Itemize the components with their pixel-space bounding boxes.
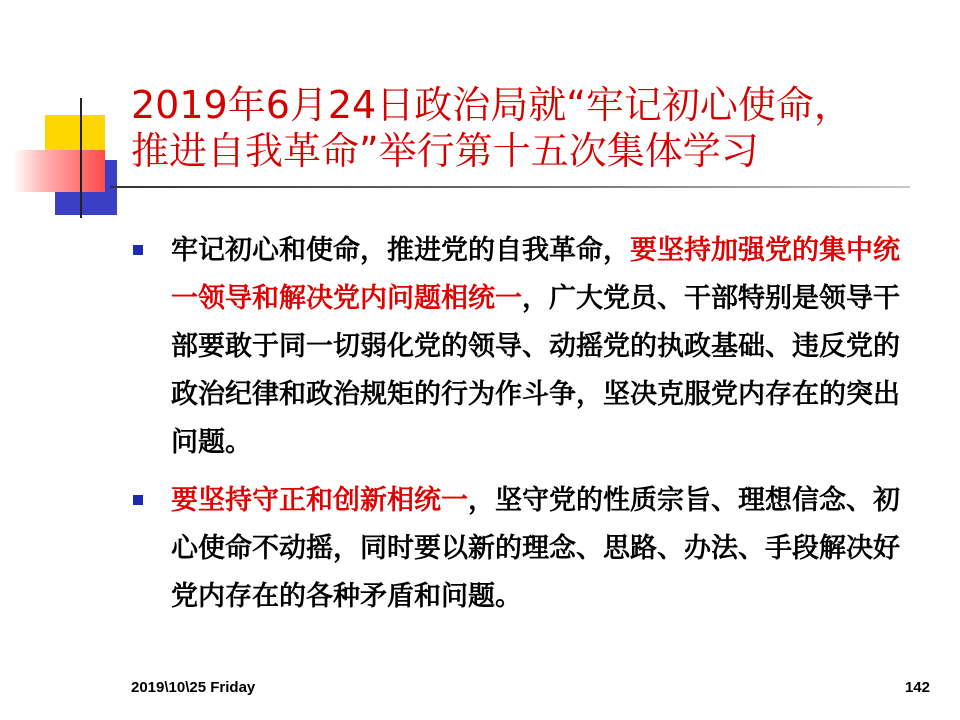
square-bullet-icon (133, 245, 143, 255)
bullet-highlight: 要坚持加强党的集中统一领导和解决党内问题相统一 (171, 235, 900, 314)
bullet-highlight: 要坚持守正和创新相统一 (171, 485, 468, 516)
title-underline (110, 186, 910, 188)
square-bullet-icon (133, 495, 143, 505)
decorative-red-gradient-bar (13, 150, 105, 192)
slide-title-line-2: 推进自我革命”举行第十五次集体学习 (131, 129, 759, 173)
bullet-item-2 (133, 477, 913, 621)
page-number: 142 (904, 679, 930, 696)
bullet-text-after: ，广大党员、干部特别是领导干部要敢于同一切弱化党的领导、动摇党的执政基础、违反党的政治纪律和政治规矩的行为作斗争，坚决克服党内存在的突出问题。 (171, 283, 900, 458)
bullet-item-1 (133, 227, 913, 467)
decorative-vertical-line (80, 98, 82, 218)
bullet-text-before: 牢记初心和使命，推进党的自我革命， (171, 235, 630, 266)
bullet-text-after: ，坚守党的性质宗旨、理想信念、初心使命不动摇，同时要以新的理念、思路、办法、手段解决好党内存在的各种矛盾和问题。 (171, 485, 900, 612)
footer-date: 2019\10\25 Friday (131, 679, 256, 696)
slide-title (131, 82, 931, 174)
bullet-list (133, 227, 913, 631)
slide-title-line-1: 2019年6月24日政治局就“牢记初心使命， (131, 83, 852, 127)
